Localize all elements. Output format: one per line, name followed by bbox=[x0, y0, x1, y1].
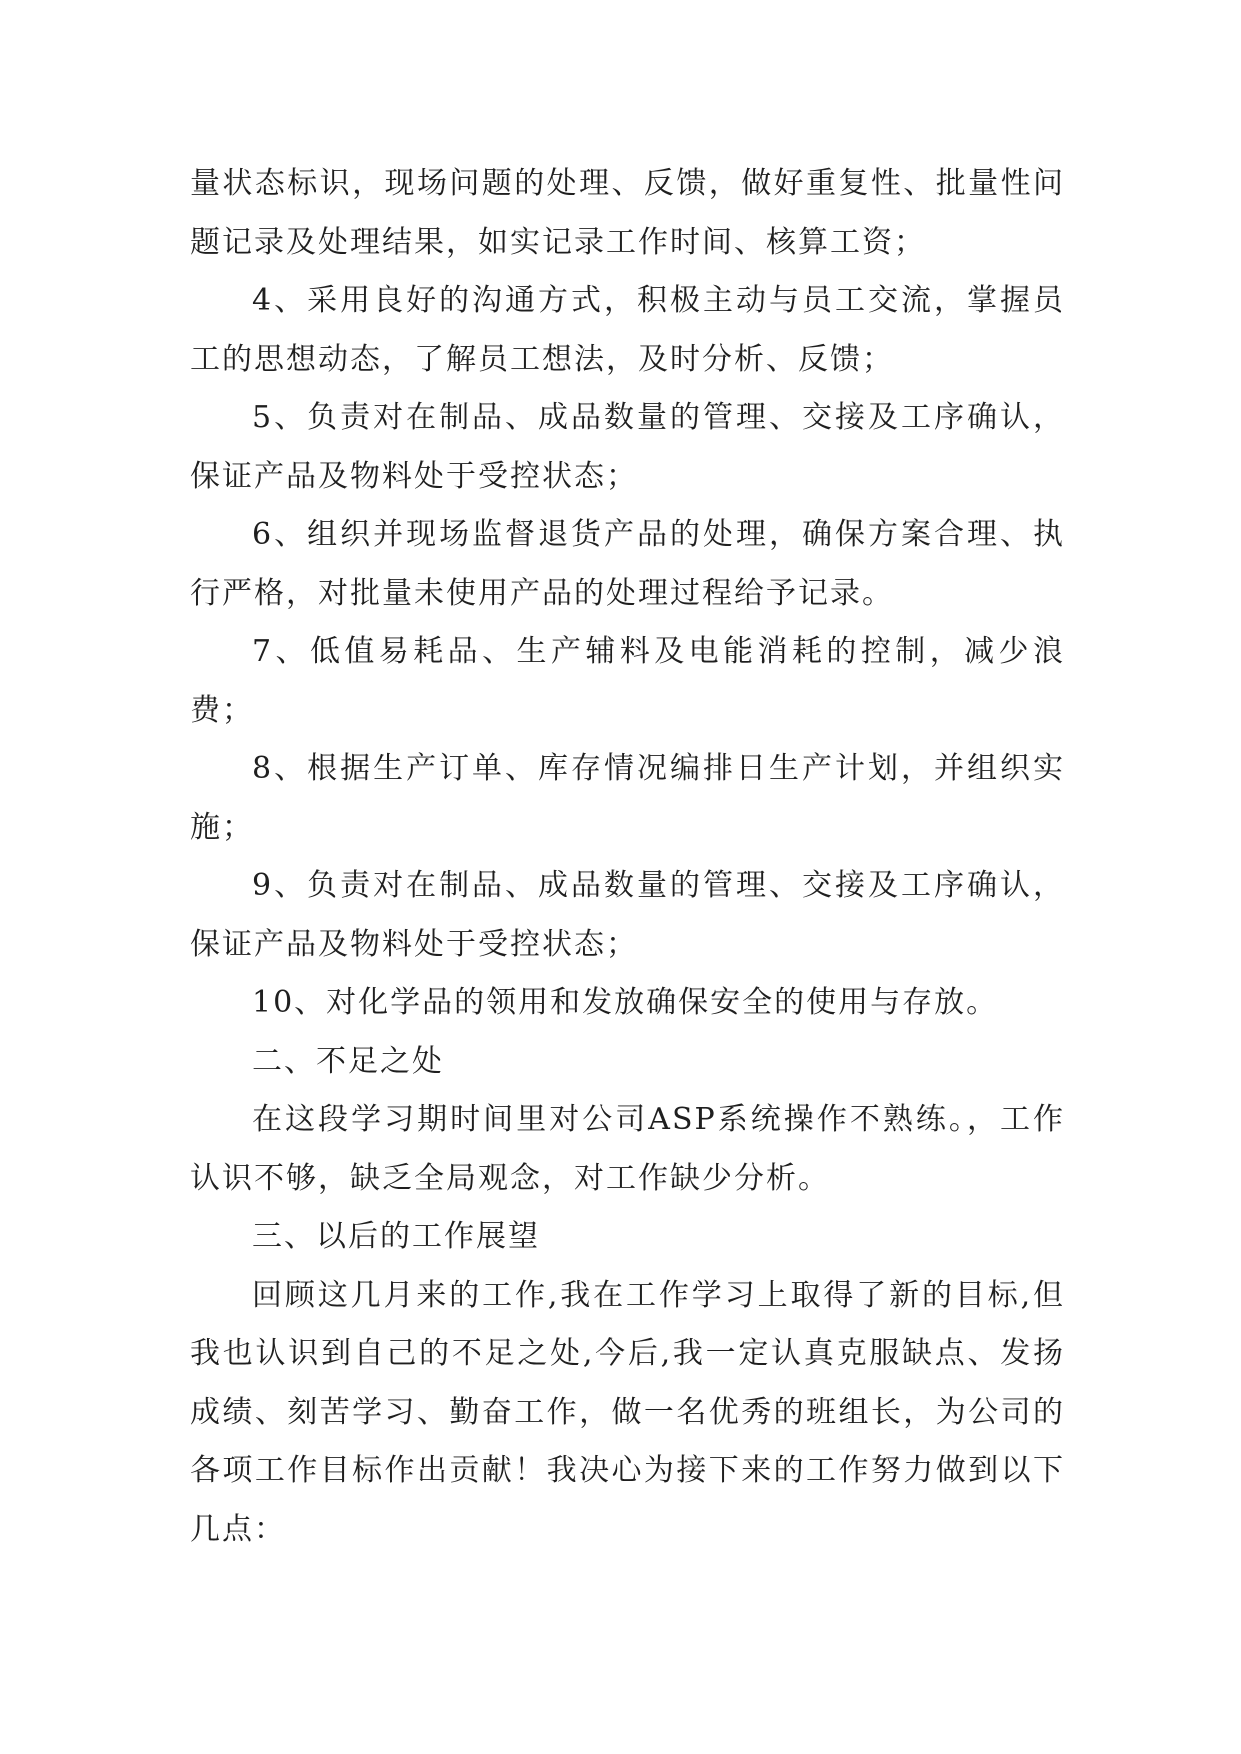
paragraph-item-4: 4、采用良好的沟通方式，积极主动与员工交流，掌握员工的思想动态，了解员工想法，及时分析、反馈； bbox=[190, 283, 1065, 377]
paragraph-outlook: 回顾这几月来的工作,我在工作学习上取得了新的目标,但我也认识到自己的不足之处,今后,我一定认真克服缺点、发扬成绩、刻苦学习、勤奋工作，做一名优秀的班组长，为公司的各项工作目标作出贡献！我决心为接下来的工作努力做到以下几点： bbox=[190, 1277, 1065, 1547]
paragraph-item-9: 9、负责对在制品、成品数量的管理、交接及工序确认，保证产品及物料处于受控状态； bbox=[190, 868, 1065, 962]
section-heading-shortcomings: 二、不足之处 bbox=[252, 1043, 444, 1079]
paragraph-item-10: 10、对化学品的领用和发放确保安全的使用与存放。 bbox=[252, 985, 999, 1020]
paragraph-continuation: 量状态标识，现场问题的处理、反馈，做好重复性、批量性问题记录及处理结果，如实记录工作时间、核算工资； bbox=[190, 166, 1065, 260]
paragraph-item-5: 5、负责对在制品、成品数量的管理、交接及工序确认，保证产品及物料处于受控状态； bbox=[190, 400, 1065, 494]
document-body bbox=[190, 155, 1065, 1559]
section-heading-outlook: 三、以后的工作展望 bbox=[252, 1219, 540, 1254]
paragraph-item-7: 7、低值易耗品、生产辅料及电能消耗的控制，减少浪费； bbox=[190, 634, 1065, 728]
paragraph-item-8: 8、根据生产订单、库存情况编排日生产计划，并组织实施； bbox=[190, 751, 1065, 845]
paragraph-shortcomings: 在这段学习期时间里对公司ASP系统操作不熟练。，工作认识不够，缺乏全局观念，对工作缺少分析。 bbox=[190, 1102, 1065, 1196]
paragraph-item-6: 6、组织并现场监督退货产品的处理，确保方案合理、执行严格，对批量未使用产品的处理过程给予记录。 bbox=[190, 517, 1065, 611]
